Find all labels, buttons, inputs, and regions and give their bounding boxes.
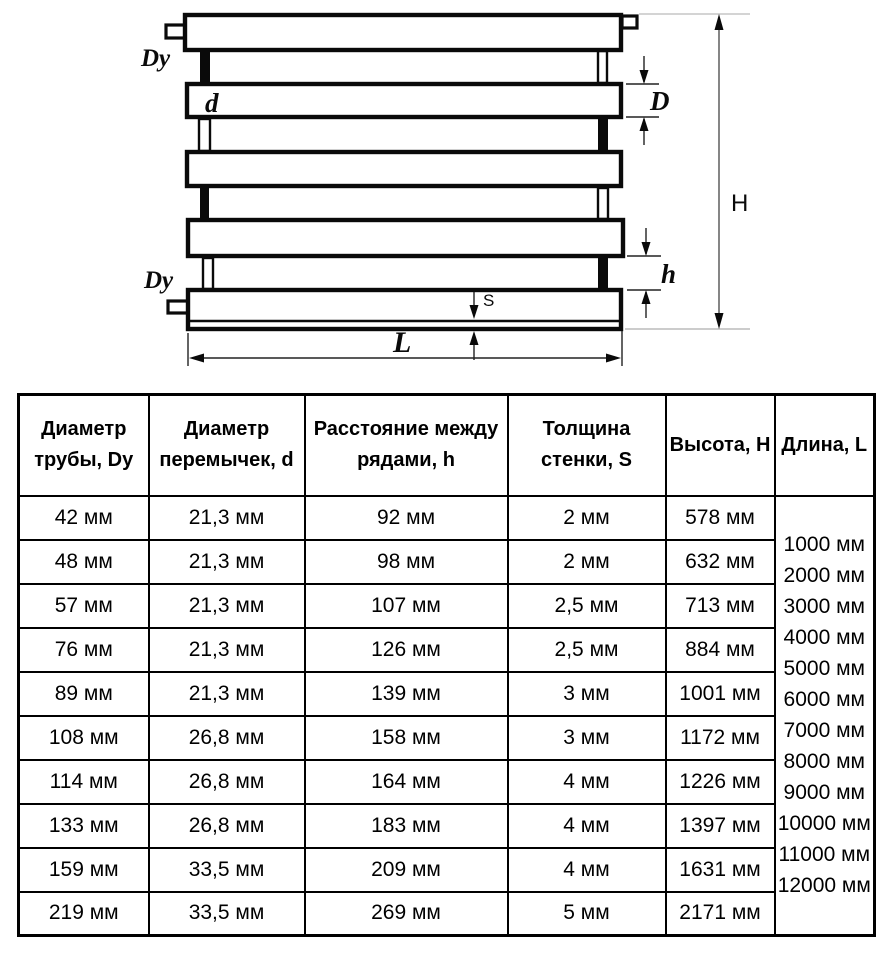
table-cell: 107 мм <box>305 584 508 628</box>
jumper-gap1-right <box>598 51 607 83</box>
table-cell: 21,3 мм <box>149 496 305 540</box>
table-cell: 21,3 мм <box>149 628 305 672</box>
jumper-gap2-right <box>598 115 608 154</box>
hgap-arrow-down <box>642 242 651 256</box>
pipe-3 <box>187 152 621 186</box>
table-cell: 98 мм <box>305 540 508 584</box>
table-cell: 114 мм <box>19 760 149 804</box>
length-value: 3000 мм <box>783 595 865 619</box>
table-cell: 42 мм <box>19 496 149 540</box>
length-value: 7000 мм <box>783 719 865 743</box>
table-cell: 4 мм <box>508 760 666 804</box>
table-cell: 26,8 мм <box>149 760 305 804</box>
table-cell: 209 мм <box>305 848 508 892</box>
label-d: d <box>205 88 219 118</box>
table-row <box>19 496 875 540</box>
table-cell: 3 мм <box>508 672 666 716</box>
length-value: 4000 мм <box>783 626 865 650</box>
table-cell: 578 мм <box>666 496 775 540</box>
length-value: 11000 мм <box>778 843 871 867</box>
table-row <box>19 584 875 628</box>
table-cell: 1631 мм <box>666 848 775 892</box>
table-cell: 4 мм <box>508 848 666 892</box>
length-value: 6000 мм <box>783 688 865 712</box>
pipe-4 <box>188 220 623 256</box>
table-cell: 5 мм <box>508 892 666 936</box>
table-cell: 159 мм <box>19 848 149 892</box>
length-value: 8000 мм <box>783 750 865 774</box>
table-cell: 33,5 мм <box>149 848 305 892</box>
table-cell: 76 мм <box>19 628 149 672</box>
length-value: 2000 мм <box>783 564 865 588</box>
column-header: Толщина стенки, S <box>508 395 666 496</box>
table-cell: 26,8 мм <box>149 716 305 760</box>
table-row <box>19 628 875 672</box>
label-h: h <box>661 259 677 289</box>
d-arrow-down <box>640 70 649 84</box>
table-cell: 2,5 мм <box>508 628 666 672</box>
length-list <box>776 529 874 901</box>
table-row <box>19 760 875 804</box>
stub-top-right <box>622 16 637 28</box>
label-H: H <box>731 190 749 217</box>
table-cell: 1172 мм <box>666 716 775 760</box>
table-cell: 21,3 мм <box>149 584 305 628</box>
h-arrow-down <box>715 313 724 329</box>
table-cell: 1001 мм <box>666 672 775 716</box>
table-row <box>19 716 875 760</box>
table-cell: 884 мм <box>666 628 775 672</box>
table-row <box>19 672 875 716</box>
l-arrow-left <box>189 354 204 363</box>
label-Dy-top: Dy <box>141 45 171 72</box>
table-cell: 57 мм <box>19 584 149 628</box>
length-merged-cell <box>775 496 875 936</box>
table-cell: 2 мм <box>508 496 666 540</box>
table-cell: 632 мм <box>666 540 775 584</box>
l-arrow-right <box>606 354 621 363</box>
label-L: L <box>393 326 412 359</box>
h-arrow-up <box>715 14 724 30</box>
table-cell: 92 мм <box>305 496 508 540</box>
length-value: 9000 мм <box>783 781 865 805</box>
column-header: Расстояние между рядами, h <box>305 395 508 496</box>
jumper-gap4-right <box>598 254 608 292</box>
table-cell: 4 мм <box>508 804 666 848</box>
spec-table <box>17 393 876 937</box>
table-cell: 219 мм <box>19 892 149 936</box>
table-cell: 2,5 мм <box>508 584 666 628</box>
table-cell: 713 мм <box>666 584 775 628</box>
column-header: Длина, L <box>775 395 875 496</box>
jumper-gap4-left <box>203 258 213 289</box>
label-Dy-bottom: Dy <box>144 267 174 294</box>
table-row <box>19 848 875 892</box>
label-D: D <box>650 86 670 116</box>
jumper-gap2-left <box>199 119 210 151</box>
table-row <box>19 540 875 584</box>
column-header: Диаметр трубы, Dy <box>19 395 149 496</box>
table-cell: 2171 мм <box>666 892 775 936</box>
column-header: Диаметр перемычек, d <box>149 395 305 496</box>
table-cell: 89 мм <box>19 672 149 716</box>
table-cell: 21,3 мм <box>149 540 305 584</box>
header-row <box>19 395 875 496</box>
s-arrow-up <box>470 331 479 345</box>
pipe-2 <box>187 84 621 117</box>
table-cell: 33,5 мм <box>149 892 305 936</box>
table-cell: 2 мм <box>508 540 666 584</box>
d-arrow-up <box>640 117 649 131</box>
column-header: Высота, Н <box>666 395 775 496</box>
jumper-gap3-left <box>200 184 209 222</box>
table-cell: 269 мм <box>305 892 508 936</box>
table-cell: 21,3 мм <box>149 672 305 716</box>
pipe-1 <box>185 15 621 50</box>
table-cell: 1226 мм <box>666 760 775 804</box>
register-diagram <box>0 0 888 380</box>
dimension-h <box>627 228 661 318</box>
table-cell: 126 мм <box>305 628 508 672</box>
jumper-gap1-left <box>200 48 210 86</box>
jumper-gap3-right <box>598 188 608 219</box>
length-value: 12000 мм <box>777 874 871 898</box>
table-cell: 3 мм <box>508 716 666 760</box>
pipes <box>185 15 623 329</box>
length-value: 10000 мм <box>777 812 871 836</box>
table-cell: 183 мм <box>305 804 508 848</box>
length-value: 1000 мм <box>783 533 865 557</box>
table-cell: 1397 мм <box>666 804 775 848</box>
table-cell: 108 мм <box>19 716 149 760</box>
table-cell: 139 мм <box>305 672 508 716</box>
label-S: S <box>483 291 495 310</box>
table-body <box>19 496 875 936</box>
table-cell: 133 мм <box>19 804 149 848</box>
pipe-5 <box>188 290 621 329</box>
table-row <box>19 892 875 936</box>
length-value: 5000 мм <box>783 657 865 681</box>
table-cell: 26,8 мм <box>149 804 305 848</box>
table-cell: 164 мм <box>305 760 508 804</box>
table-row <box>19 804 875 848</box>
table-cell: 158 мм <box>305 716 508 760</box>
hgap-arrow-up <box>642 290 651 304</box>
table-cell: 48 мм <box>19 540 149 584</box>
